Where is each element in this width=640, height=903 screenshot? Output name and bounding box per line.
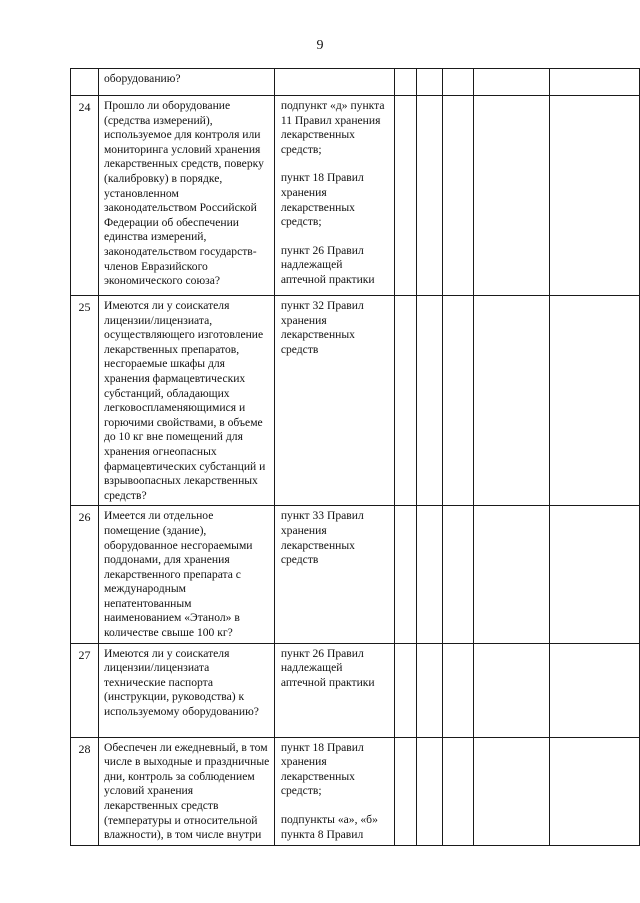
checklist-table — [70, 68, 640, 846]
page-number: 9 — [316, 38, 324, 53]
reference-cell — [274, 737, 394, 845]
question-cell: Прошло ли оборудование (средства измерений), используемое для контроля или мониторинга условий хранения лекарственных средств, поверку (калибровку) в порядке, установленном законодательством Российской Федерации об обеспечении единства измерений, законодательством государств-членов Евразийского экономического союза? — [98, 96, 274, 296]
table-row-26 — [71, 506, 640, 643]
question-cell: Обеспечен ли ежедневный, в том числе в выходные и праздничные дни, контроль за соблюдением условий хранения лекарственных средств (температуры и относительной влажности), в том числе внутри — [98, 737, 274, 845]
reference-item: пункт 26 Правил надлежащей аптечной практики — [280, 243, 375, 286]
mark-cell-na — [442, 96, 474, 296]
reference-item: пункт 32 Правил хранения лекарственных средств — [280, 299, 364, 356]
mark-cell-na — [442, 296, 474, 506]
row-number: 26 — [71, 506, 99, 643]
note-cell — [474, 296, 550, 506]
mark-cell-no — [416, 737, 442, 845]
mark-cell-yes — [394, 506, 416, 643]
extra-cell — [550, 69, 640, 96]
mark-cell-na — [442, 737, 474, 845]
mark-cell-yes — [394, 69, 416, 96]
row-number: 28 — [71, 737, 99, 845]
mark-cell-no — [416, 69, 442, 96]
reference-item: пункт 33 Правил хранения лекарственных средств — [280, 509, 364, 567]
reference-item: пункт 26 Правил надлежащей аптечной практики — [280, 646, 375, 689]
mark-cell-no — [416, 643, 442, 737]
extra-cell — [550, 506, 640, 643]
extra-cell — [550, 643, 640, 737]
reference-item: подпункты «а», «б» пункта 8 Правил — [280, 813, 378, 841]
reference-cell — [274, 96, 394, 296]
note-cell — [474, 506, 550, 643]
table-row-24 — [71, 96, 640, 296]
mark-cell-no — [416, 96, 442, 296]
table-row-27 — [71, 643, 640, 737]
mark-cell-yes — [394, 737, 416, 845]
mark-cell-no — [416, 506, 442, 643]
reference-item: пункт 18 Правил хранения лекарственных средств; — [280, 740, 364, 798]
mark-cell-yes — [394, 296, 416, 506]
row-number — [71, 69, 99, 96]
reference-cell — [274, 296, 394, 506]
mark-cell-na — [442, 506, 474, 643]
mark-cell-yes — [394, 96, 416, 296]
reference-item: пункт 18 Правил хранения лекарственных средств; — [280, 171, 364, 229]
note-cell — [474, 96, 550, 296]
table-row-continuation — [71, 69, 640, 96]
table-row-25 — [71, 296, 640, 506]
table-row-28 — [71, 737, 640, 845]
question-cell: Имеется ли отдельное помещение (здание), оборудованное несгораемыми поддонами, для хранения лекарственного препарата с международным непатентованным наименованием «Этанол» в количестве свыше 100 кг? — [98, 506, 274, 643]
mark-cell-no — [416, 296, 442, 506]
row-number: 27 — [71, 643, 99, 737]
note-cell — [474, 737, 550, 845]
question-cell: Имеются ли у соискателя лицензии/лицензиата, осуществляющего изготовление лекарственных препаратов, несгораемые шкафы для хранения фармацевтических субстанций, обладающих легковоспламеняющимися и горючими свойствами, в объеме до 10 кг вне помещений для хранения огнеопасных фармацевтических субстанций и взрывоопасных лекарственных средств? — [98, 296, 274, 506]
row-number: 25 — [71, 296, 99, 506]
question-cell: Имеются ли у соискателя лицензии/лицензиата технические паспорта (инструкции, руководства) к используемому оборудованию? — [98, 643, 274, 737]
extra-cell — [550, 737, 640, 845]
note-cell — [474, 643, 550, 737]
note-cell — [474, 69, 550, 96]
extra-cell — [550, 96, 640, 296]
reference-cell — [274, 643, 394, 737]
extra-cell — [550, 296, 640, 506]
mark-cell-na — [442, 643, 474, 737]
mark-cell-yes — [394, 643, 416, 737]
row-number: 24 — [71, 96, 99, 296]
reference-cell — [274, 69, 394, 96]
mark-cell-na — [442, 69, 474, 96]
reference-cell — [274, 506, 394, 643]
reference-item: подпункт «д» пункта 11 Правил хранения лекарственных средств; — [280, 99, 385, 156]
question-cell: оборудованию? — [98, 69, 274, 96]
